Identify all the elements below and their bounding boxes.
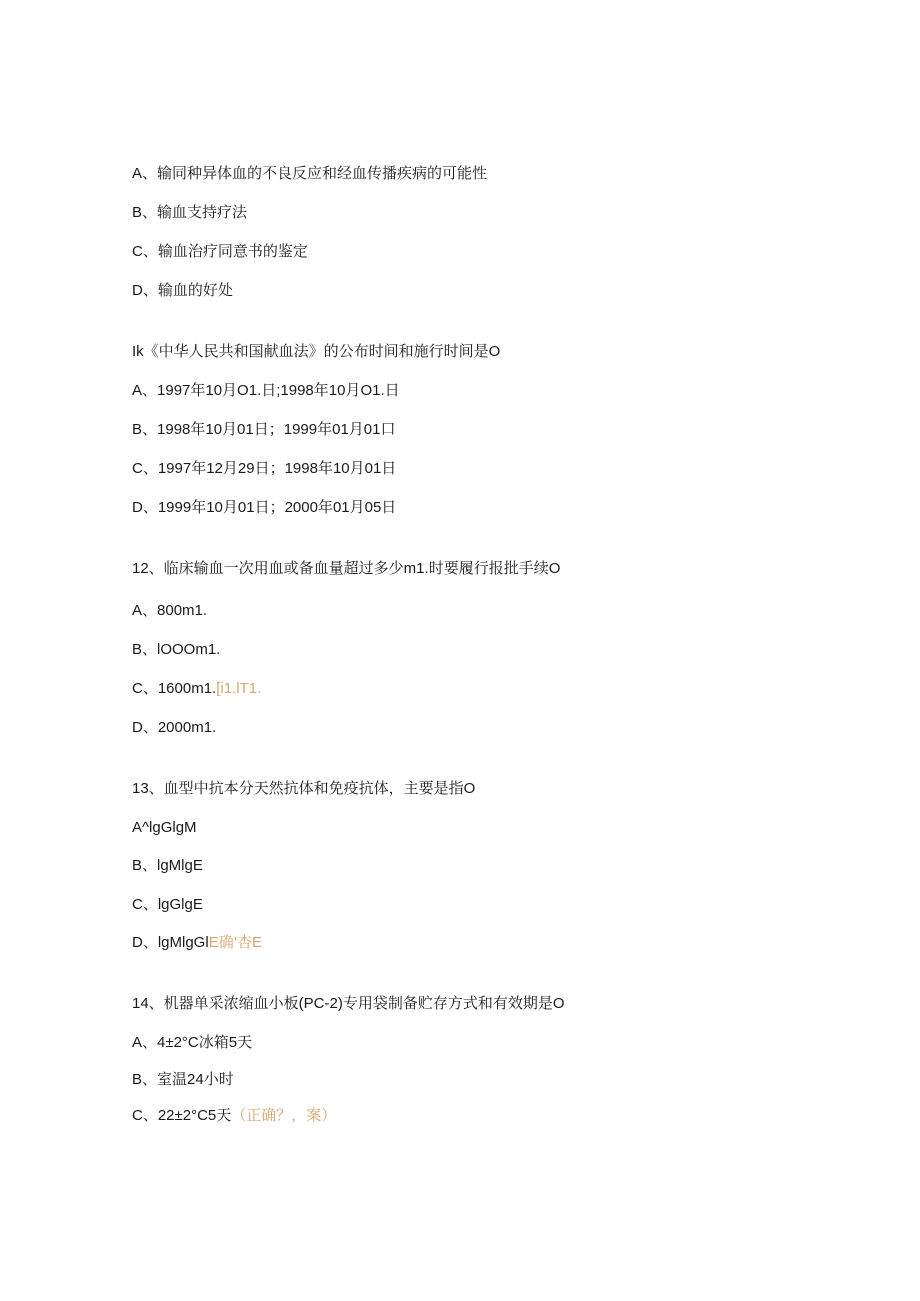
q14-option-c-text: C、22±2°C5天 [132,1107,232,1124]
q12-answer-mark: [i1.lT1. [216,680,262,697]
q14-stem: 14、机器单采浓缩血小板(PC-2)专用袋制备贮存方式和有效期是O [132,995,565,1012]
q11-option-a: A、1997年10月O1.日;1998年10月O1.日 [132,382,400,399]
q12-option-c-text: C、1600m1. [132,680,217,697]
q12-stem: 12、临床输血一次用血或备血量超过多少m1.时要履行报批手续O [132,560,561,577]
q10-option-c: C、输血治疗同意书的鉴定 [132,243,308,260]
q13-option-d [132,933,262,953]
q10-option-d: D、输血的好处 [132,282,233,299]
q12-option-d: D、2000m1. [132,719,217,736]
q13-option-b: B、lgMlgE [132,857,203,874]
q12-option-b: B、lOOOm1. [132,641,221,658]
q11-option-d: D、1999年10月01日；2000年01月05日 [132,499,397,516]
q12-option-c [132,679,261,699]
q11-stem: Ik《中华人民共和国献血法》的公布时间和施行时间是O [132,343,501,360]
q14-option-a: A、4±2°C冰箱5天 [132,1034,253,1051]
q10-option-a: A、输同种异体血的不良反应和经血传播疾病的可能性 [132,165,488,182]
q11-option-c: C、1997年12月29日；1998年10月01日 [132,460,397,477]
q14-answer-mark: （正确？，案） [231,1107,337,1124]
q11-option-b: B、1998年10月01日；1999年01月01口 [132,421,396,438]
q10-option-b: B、输血支持疗法 [132,204,248,221]
q13-option-d-text: D、lgMlgGl [132,934,209,951]
q13-answer-mark: E确’杏E [208,934,263,951]
q14-option-b: B、室温24小时 [132,1071,234,1088]
q12-option-a: A、800m1. [132,602,208,619]
q13-option-c: C、lgGlgE [132,896,203,913]
q13-option-a: A^lgGlgM [132,819,197,836]
q13-stem: 13、血型中抗本分天然抗体和免疫抗体，主要是指O [132,780,476,797]
q14-option-c [132,1106,336,1126]
